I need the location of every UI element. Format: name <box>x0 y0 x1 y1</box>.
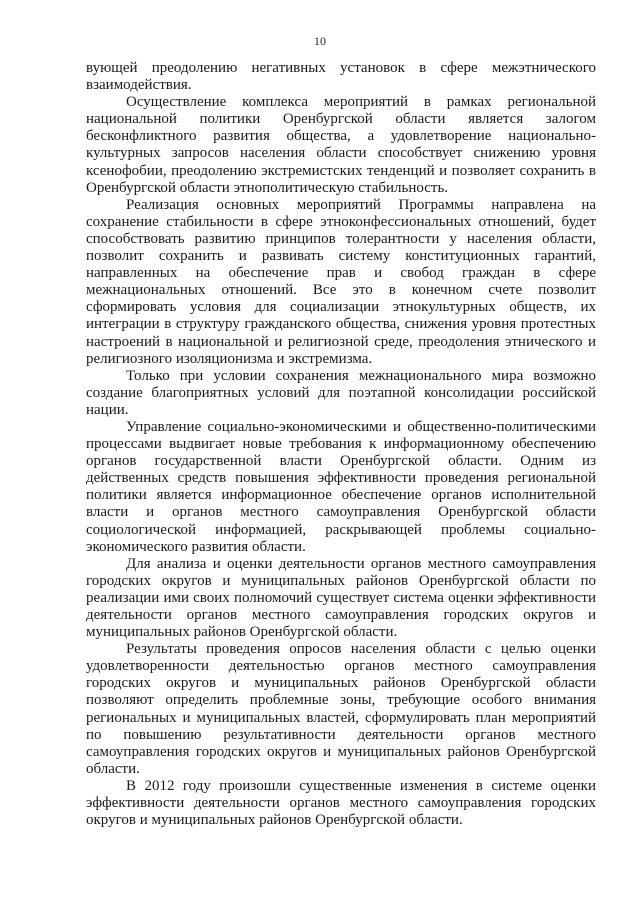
document-body <box>86 60 596 829</box>
paragraph: Только при условии сохранения межнационального мира возможно создание благоприятных условий для поэтапной консолидации российской нации. <box>86 367 596 418</box>
paragraph: В 2012 году произошли существенные изменения в системе оценки эффективности деятельности органов местного самоуправления городских округов и муниципальных районов Оренбургской области. <box>86 777 596 829</box>
paragraph: Управление социально-экономическими и общественно-политическими процессами выдвигает новые требования к информационному обеспечению органов государственной власти Оренбургской области. Одним из действенных средств повышения эффективности проведения региональной политики является информационное обеспечение органов исполнительной власти и органов местного самоуправления Оренбургской области социологической информацией, раскрывающей проблемы социально-экономического развития области. <box>86 418 596 555</box>
paragraph: Осуществление комплекса мероприятий в рамках региональной национальной политики Оренбургской области является залогом бесконфликтного развития общества, а удовлетворение национально-культурных запросов населения области способствует снижению уровня ксенофобии, преодолению экстремистских тенденций и позволяет сохранить в Оренбургской области этнополитическую стабильность. <box>86 94 596 196</box>
paragraph-continuation: вующей преодолению негативных установок в сфере межэтнического взаимодействия. <box>86 60 596 94</box>
paragraph: Для анализа и оценки деятельности органов местного самоуправления городских округов и муниципальных районов Оренбургской области по реализации ими своих полномочий существует система оценки эффективности деятельности органов местного самоуправления городских округов и муниципальных районов Оренбургской области. <box>86 555 596 641</box>
paragraph: Результаты проведения опросов населения области с целью оценки удовлетворенности деятельностью органов местного самоуправления городских округов и муниципальных районов Оренбургской области позволяют определить проблемные зоны, требующие особого внимания региональных и муниципальных властей, сформулировать план мероприятий по повышению результативности деятельности органов местного самоуправления городских округов и муниципальных районов Оренбургской области. <box>86 641 596 777</box>
page-number: 10 <box>314 34 326 48</box>
paragraph: Реализация основных мероприятий Программы направлена на сохранение стабильности в сфере этноконфессиональных отношений, будет способствовать развитию принципов толерантности у населения области, позволит сохранить и развивать систему конституционных гарантий, направленных на обеспечение прав и свобод граждан в сфере межнациональных отношений. Все это в конечном счете позволит сформировать условия для социализации этнокультурных обществ, их интеграции в структуру гражданского общества, снижения уровня протестных настроений в национальной и религиозной среде, преодоления этнического и религиозного изоляционизма и экстремизма. <box>86 196 596 367</box>
